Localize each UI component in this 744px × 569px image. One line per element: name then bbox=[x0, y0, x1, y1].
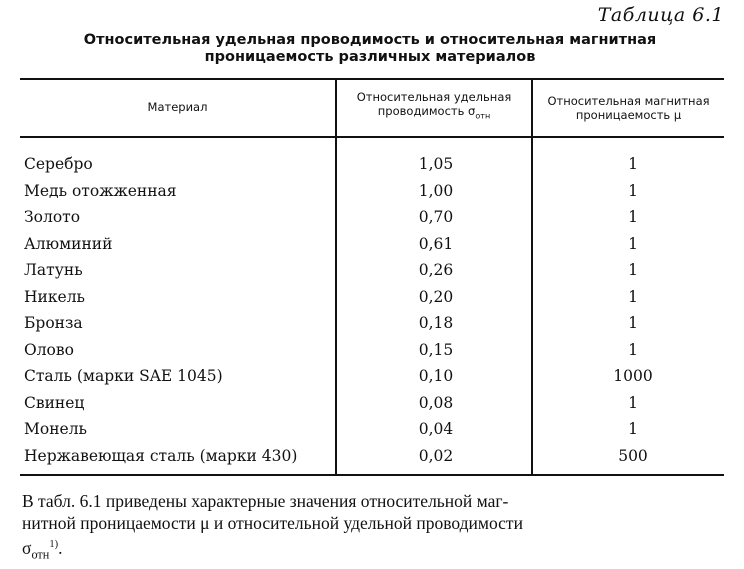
header-conductivity bbox=[337, 90, 531, 123]
row-material: Золото bbox=[24, 208, 81, 226]
row-conductivity: 0,04 bbox=[418, 420, 454, 438]
row-conductivity: 1,00 bbox=[418, 181, 454, 200]
caption-line-3 bbox=[22, 534, 724, 565]
table-title-line-2: проницаемость различных материалов bbox=[204, 49, 536, 65]
row-permeability: 1 bbox=[628, 314, 638, 332]
row-permeability: 1 bbox=[628, 234, 638, 253]
header-conductivity-line-2 bbox=[337, 104, 531, 123]
header-material: Материал bbox=[147, 100, 208, 114]
row-conductivity: 0,61 bbox=[418, 234, 454, 253]
row-material: Монель bbox=[24, 420, 87, 438]
table-title-line-1: Относительная удельная проводимость и относительная магнитная bbox=[83, 32, 657, 48]
row-material: Олово bbox=[24, 340, 74, 359]
row-conductivity: 0,10 bbox=[418, 367, 454, 385]
row-permeability: 1 bbox=[628, 261, 638, 279]
header-permeability-line-1: Относительная магнитная bbox=[547, 94, 710, 108]
row-permeability: 1 bbox=[628, 208, 638, 226]
row-material: Медь отожженная bbox=[24, 181, 177, 200]
caption-period: . bbox=[58, 537, 63, 558]
row-conductivity: 0,26 bbox=[418, 261, 454, 279]
row-material: Сталь (марки SAE 1045) bbox=[24, 367, 223, 385]
header-bottom-rule bbox=[20, 136, 724, 138]
caption-sigma-subscript: отн bbox=[31, 547, 50, 562]
row-permeability: 1 bbox=[628, 340, 638, 359]
row-permeability: 1000 bbox=[613, 367, 653, 385]
row-conductivity: 0,18 bbox=[418, 314, 454, 332]
table-number: Таблица 6.1 bbox=[597, 4, 724, 26]
caption-sigma: σ bbox=[22, 537, 32, 558]
table-title bbox=[60, 32, 680, 66]
row-material: Свинец bbox=[24, 393, 85, 412]
header-permeability-line-2: проницаемость μ bbox=[575, 108, 682, 122]
row-conductivity: 0,70 bbox=[418, 208, 454, 226]
row-permeability: 1 bbox=[628, 287, 638, 306]
row-permeability: 1 bbox=[628, 393, 638, 412]
column-divider-1 bbox=[335, 78, 337, 474]
header-conductivity-subscript: отн bbox=[475, 111, 491, 121]
row-conductivity: 0,15 bbox=[418, 340, 454, 359]
row-conductivity: 1,05 bbox=[418, 155, 454, 173]
row-permeability: 1 bbox=[628, 181, 638, 200]
header-conductivity-text: проводимость σ bbox=[377, 104, 476, 118]
caption-footnote-mark: 1) bbox=[49, 539, 59, 550]
caption-line-1: В табл. 6.1 приведены характерные значения относительной маг- bbox=[22, 491, 509, 511]
row-permeability: 500 bbox=[618, 446, 648, 465]
row-conductivity: 0,20 bbox=[418, 287, 454, 306]
row-material: Алюминий bbox=[24, 234, 113, 253]
table-bottom-rule bbox=[20, 474, 724, 476]
row-permeability: 1 bbox=[628, 420, 638, 438]
row-permeability: 1 bbox=[628, 155, 638, 173]
header-conductivity-line-1: Относительная удельная bbox=[356, 90, 512, 104]
caption bbox=[22, 490, 724, 565]
row-material: Бронза bbox=[24, 314, 83, 332]
caption-line-2: нитной проницаемости μ и относительной удельной проводимости bbox=[22, 513, 523, 533]
table-top-rule bbox=[20, 78, 724, 80]
row-conductivity: 0,08 bbox=[418, 393, 454, 412]
row-material: Никель bbox=[24, 287, 85, 306]
header-permeability bbox=[533, 94, 724, 122]
row-material: Серебро bbox=[24, 155, 93, 173]
row-material: Нержавеющая сталь (марки 430) bbox=[24, 446, 298, 465]
row-material: Латунь bbox=[24, 261, 83, 279]
row-conductivity: 0,02 bbox=[418, 446, 454, 465]
